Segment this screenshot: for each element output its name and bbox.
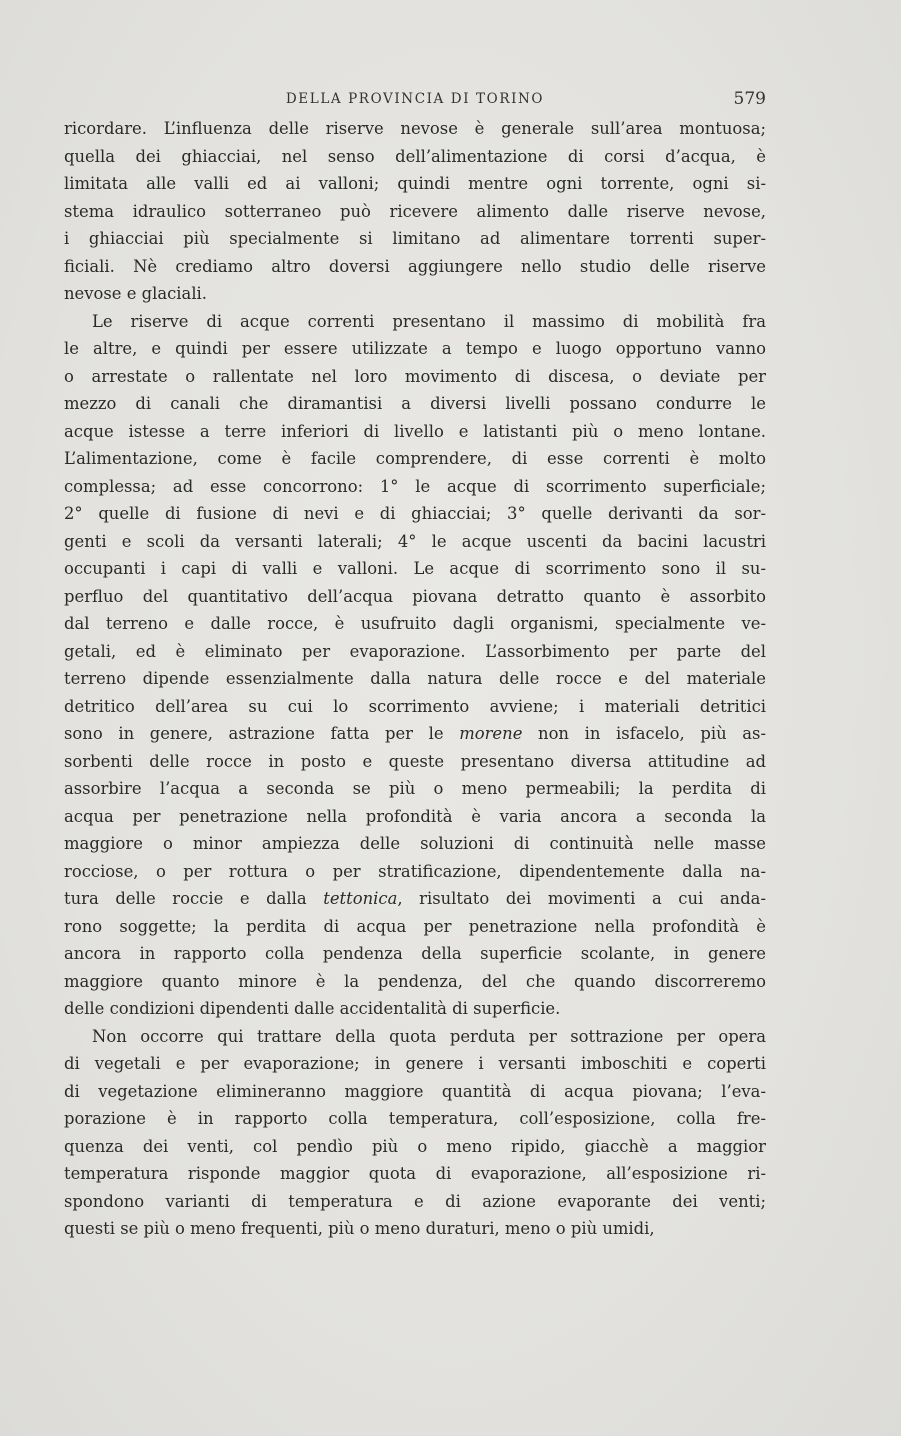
text-run: Le riserve di acque correnti presentano il massimo di mobilità fra	[92, 311, 766, 331]
text-run: 2° quelle di fusione di nevi e di ghiacciai; 3° quelle derivanti da sor-	[64, 504, 766, 523]
text-run: Non occorre qui trattare della quota perduta per sottrazione per opera	[92, 1026, 766, 1046]
text-run: le altre, e quindi per essere utilizzate a tempo e luogo opportuno vanno	[64, 339, 766, 358]
text-line	[64, 1215, 766, 1243]
text-line	[64, 1050, 766, 1078]
text-run: di vegetali e per evaporazione; in genere i versanti imboschiti e coperti	[64, 1054, 766, 1073]
text-run: maggiore o minor ampiezza delle soluzioni di continuità nelle masse	[64, 834, 766, 853]
text-line	[64, 748, 766, 776]
italic-term: morene	[459, 724, 523, 743]
text-run: nevose e glaciali.	[64, 284, 208, 303]
paragraph	[64, 115, 766, 308]
text-line	[64, 940, 766, 968]
text-run: complessa; ad esse concorrono: 1° le acque di scorrimento superficiale;	[64, 476, 766, 496]
paragraph	[64, 1023, 766, 1243]
text-run: temperatura risponde maggior quota di evaporazione, all’esposizione ri-	[64, 1164, 766, 1183]
text-line	[64, 1105, 766, 1133]
paragraph	[64, 308, 766, 1023]
text-run: non in isfacelo, più as-	[522, 724, 766, 743]
text-run: L’alimentazione, come è facile comprendere, di esse correnti è molto	[64, 449, 766, 468]
text-run: assorbire l’acqua a seconda se più o meno permeabili; la perdita di	[64, 779, 766, 798]
text-run: rocciose, o per rottura o per stratificazione, dipendentemente dalla na-	[64, 861, 766, 881]
page-number: 579	[733, 89, 766, 109]
text-run: questi se più o meno frequenti, più o meno duraturi, meno o più umidi,	[64, 1219, 655, 1238]
text-line	[64, 1133, 766, 1161]
text-line	[64, 610, 766, 638]
text-run: limitata alle valli ed ai valloni; quindi mentre ogni torrente, ogni si-	[64, 174, 766, 193]
text-line	[64, 418, 766, 446]
text-line	[64, 1160, 766, 1188]
text-run: detritico dell’area su cui lo scorrimento avviene; i materiali detritici	[64, 696, 766, 716]
text-run: o arrestate o rallentate nel loro movimento di discesa, o deviate per	[64, 366, 766, 386]
text-line	[64, 225, 766, 253]
text-line	[64, 143, 766, 171]
text-run: porazione è in rapporto colla temperatura, coll’esposizione, colla fre-	[64, 1109, 766, 1128]
running-head	[64, 86, 766, 112]
text-line	[64, 198, 766, 226]
italic-term: tettonica	[323, 889, 398, 908]
text-line	[64, 445, 766, 473]
body-text	[64, 115, 766, 1243]
text-line	[64, 775, 766, 803]
text-line	[64, 1188, 766, 1216]
text-line	[64, 665, 766, 693]
text-run: stema idraulico sotterraneo può ricevere alimento dalle riserve nevose,	[64, 201, 766, 221]
text-run: maggiore quanto minore è la pendenza, del che quando discorreremo	[64, 971, 766, 991]
text-line	[64, 363, 766, 391]
text-line	[64, 170, 766, 198]
text-run: , risultato dei movimenti a cui anda-	[397, 889, 766, 908]
text-line	[64, 913, 766, 941]
text-run: di vegetazione elimineranno maggiore quantità di acqua piovana; l’eva-	[64, 1081, 766, 1101]
text-run: tura delle roccie e dalla	[64, 889, 324, 908]
text-run: sorbenti delle rocce in posto e queste presentano diversa attitudine ad	[64, 751, 766, 771]
text-run: ricordare. L’influenza delle riserve nevose è generale sull’area montuosa;	[64, 119, 766, 138]
text-line	[64, 280, 766, 308]
text-run: ficiali. Nè crediamo altro doversi aggiungere nello studio delle riserve	[64, 256, 766, 276]
running-title: DELLA PROVINCIA DI TORINO	[285, 91, 545, 107]
text-run: perfluo del quantitativo dell’acqua piovana detratto quanto è assorbito	[64, 586, 766, 606]
text-line	[64, 803, 766, 831]
text-run: acqua per penetrazione nella profondità è varia ancora a seconda la	[64, 806, 766, 826]
text-run: quenza dei venti, col pendìo più o meno ripido, giacchè a maggior	[64, 1136, 766, 1156]
text-line	[64, 390, 766, 418]
text-run: getali, ed è eliminato per evaporazione. L’assorbimento per parte del	[64, 641, 766, 661]
text-run: genti e scoli da versanti laterali; 4° le acque uscenti da bacini lacustri	[64, 531, 766, 551]
text-line	[64, 308, 766, 336]
text-run: terreno dipende essenzialmente dalla natura delle rocce e del materiale	[64, 669, 766, 688]
text-line	[64, 693, 766, 721]
text-line	[64, 995, 766, 1023]
text-line	[64, 1023, 766, 1051]
text-line	[64, 830, 766, 858]
text-run: i ghiacciai più specialmente si limitano ad alimentare torrenti super-	[64, 229, 766, 248]
text-run: dal terreno e dalle rocce, è usufruito dagli organismi, specialmente ve-	[64, 614, 766, 633]
text-line	[64, 638, 766, 666]
text-line	[64, 555, 766, 583]
text-line	[64, 858, 766, 886]
text-run: ancora in rapporto colla pendenza della superficie scolante, in genere	[64, 944, 766, 963]
text-line	[64, 528, 766, 556]
text-line	[64, 885, 766, 913]
text-line	[64, 500, 766, 528]
text-run: acque istesse a terre inferiori di livello e latistanti più o meno lontane.	[64, 421, 766, 441]
text-run: delle condizioni dipendenti dalle accidentalità di superficie.	[64, 999, 561, 1018]
text-line	[64, 115, 766, 143]
text-line	[64, 968, 766, 996]
text-run: occupanti i capi di valli e valloni. Le acque di scorrimento sono il su-	[64, 559, 766, 578]
text-line	[64, 335, 766, 363]
text-line	[64, 583, 766, 611]
text-run: sono in genere, astrazione fatta per le	[64, 724, 460, 743]
text-line	[64, 720, 766, 748]
text-line	[64, 1078, 766, 1106]
text-run: spondono varianti di temperatura e di azione evaporante dei venti;	[64, 1191, 766, 1211]
text-line	[64, 253, 766, 281]
text-run: quella dei ghiacciai, nel senso dell’alimentazione di corsi d’acqua, è	[64, 146, 766, 166]
text-line	[64, 473, 766, 501]
text-run: mezzo di canali che diramantisi a diversi livelli possano condurre le	[64, 394, 766, 413]
text-run: rono soggette; la perdita di acqua per penetrazione nella profondità è	[64, 916, 766, 936]
